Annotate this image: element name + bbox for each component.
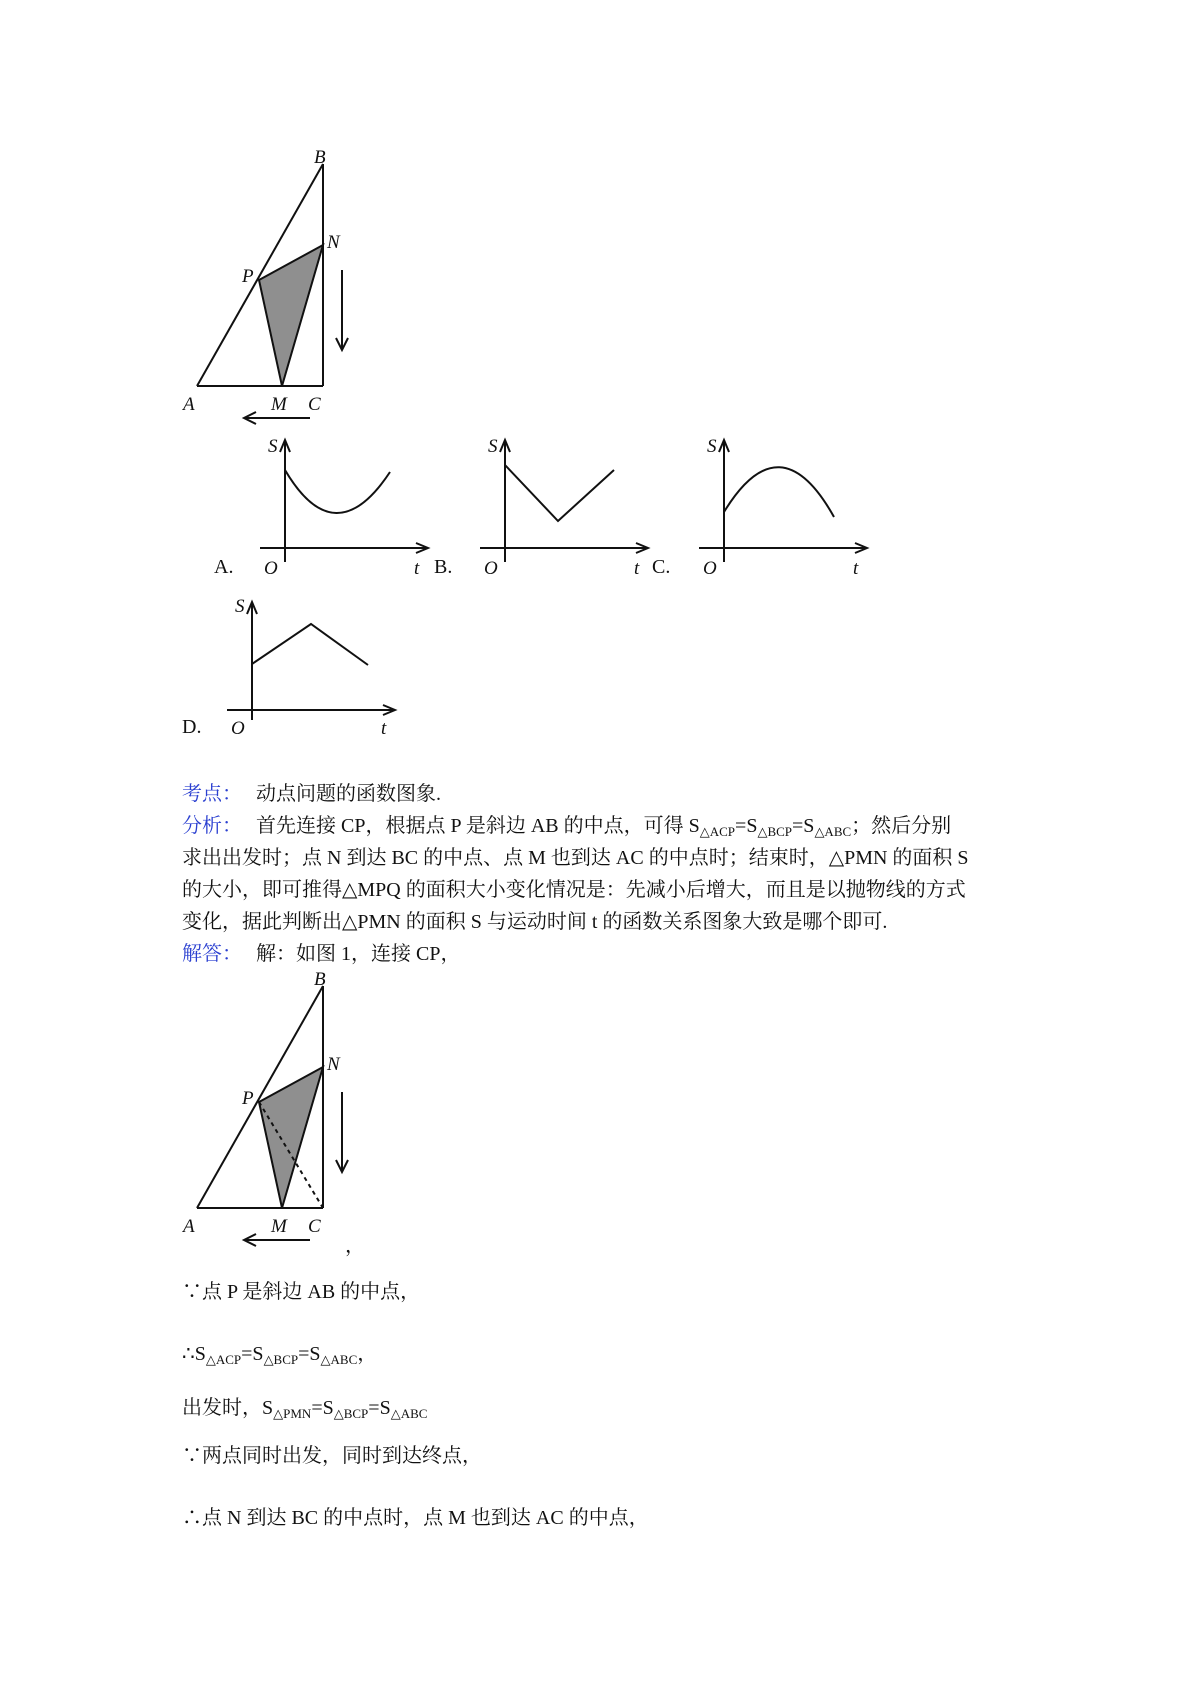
origin-o: O xyxy=(484,558,498,579)
option-d-label[interactable]: D. xyxy=(182,716,202,738)
shaded-triangle-pmn xyxy=(259,1067,323,1208)
axis-s: S xyxy=(488,436,498,457)
label-m: M xyxy=(271,1216,287,1237)
jieda-label: 解答： xyxy=(182,943,242,965)
figure-trailing-comma: ， xyxy=(345,1235,365,1257)
label-m: M xyxy=(271,394,287,415)
kaodian-text: 动点问题的函数图象. xyxy=(256,783,441,805)
arrow-down-icon xyxy=(336,1092,348,1172)
label-p: P xyxy=(242,266,254,287)
step-3: 出发时，$S_{\triangle PMN}=S_{\triangle BCP}=S_{\triangle ABC}$ xyxy=(182,1397,428,1421)
kaodian-label: 考点： xyxy=(182,783,242,805)
fenxi-label: 分析： xyxy=(182,815,242,837)
option-c-label[interactable]: C. xyxy=(652,556,671,578)
label-a: A xyxy=(183,1216,195,1237)
option-b-label[interactable]: B. xyxy=(434,556,453,578)
label-c: C xyxy=(308,1216,321,1237)
fenxi-line-2: 求出出发时；点 N 到达 BC 的中点、点 M 也到达 AC 的中点时；结束时，△PMN 的面积 S xyxy=(182,847,969,869)
step-1: ∵点 P 是斜边 AB 的中点， xyxy=(182,1281,421,1303)
axis-s: S xyxy=(707,436,717,457)
axis-s: S xyxy=(268,436,278,457)
origin-o: O xyxy=(703,558,717,579)
label-b: B xyxy=(314,969,326,990)
axis-t: t xyxy=(634,558,640,579)
step-4: ∵两点同时出发，同时到达终点， xyxy=(182,1445,482,1467)
axis-t: t xyxy=(414,558,420,579)
label-c: C xyxy=(308,394,321,415)
option-a-label[interactable]: A. xyxy=(214,556,234,578)
label-n: N xyxy=(327,1054,340,1075)
axis-t: t xyxy=(381,718,387,739)
fenxi-line-3: 的大小，即可推得△MPQ 的面积大小变化情况是：先减小后增大，而且是以抛物线的方式 xyxy=(182,879,966,901)
origin-o: O xyxy=(231,718,245,739)
step-2: $\therefore S_{\triangle ACP}=S_{\triangle BCP}=S_{\triangle ABC}$， xyxy=(182,1343,378,1367)
fenxi-line-1: 分析： 首先连接 CP，根据点 P 是斜边 AB 的中点，可得 $S_{\triangle ACP}=S_{\triangle BCP}=S_{\triangle ABC}$；然后分别 xyxy=(182,815,952,839)
axis-t: t xyxy=(853,558,859,579)
jieda-text: 解：如图 1，连接 CP， xyxy=(256,943,461,965)
fenxi-line-4: 变化，据此判断出△PMN 的面积 S 与运动时间 t 的函数关系图象大致是哪个即可. xyxy=(182,911,888,933)
label-n: N xyxy=(327,232,340,253)
label-a: A xyxy=(183,394,195,415)
label-p: P xyxy=(242,1088,254,1109)
axis-s: S xyxy=(235,596,245,617)
step-5: ∴点 N 到达 BC 的中点时，点 M 也到达 AC 的中点， xyxy=(182,1507,649,1529)
origin-o: O xyxy=(264,558,278,579)
label-b: B xyxy=(314,147,326,168)
